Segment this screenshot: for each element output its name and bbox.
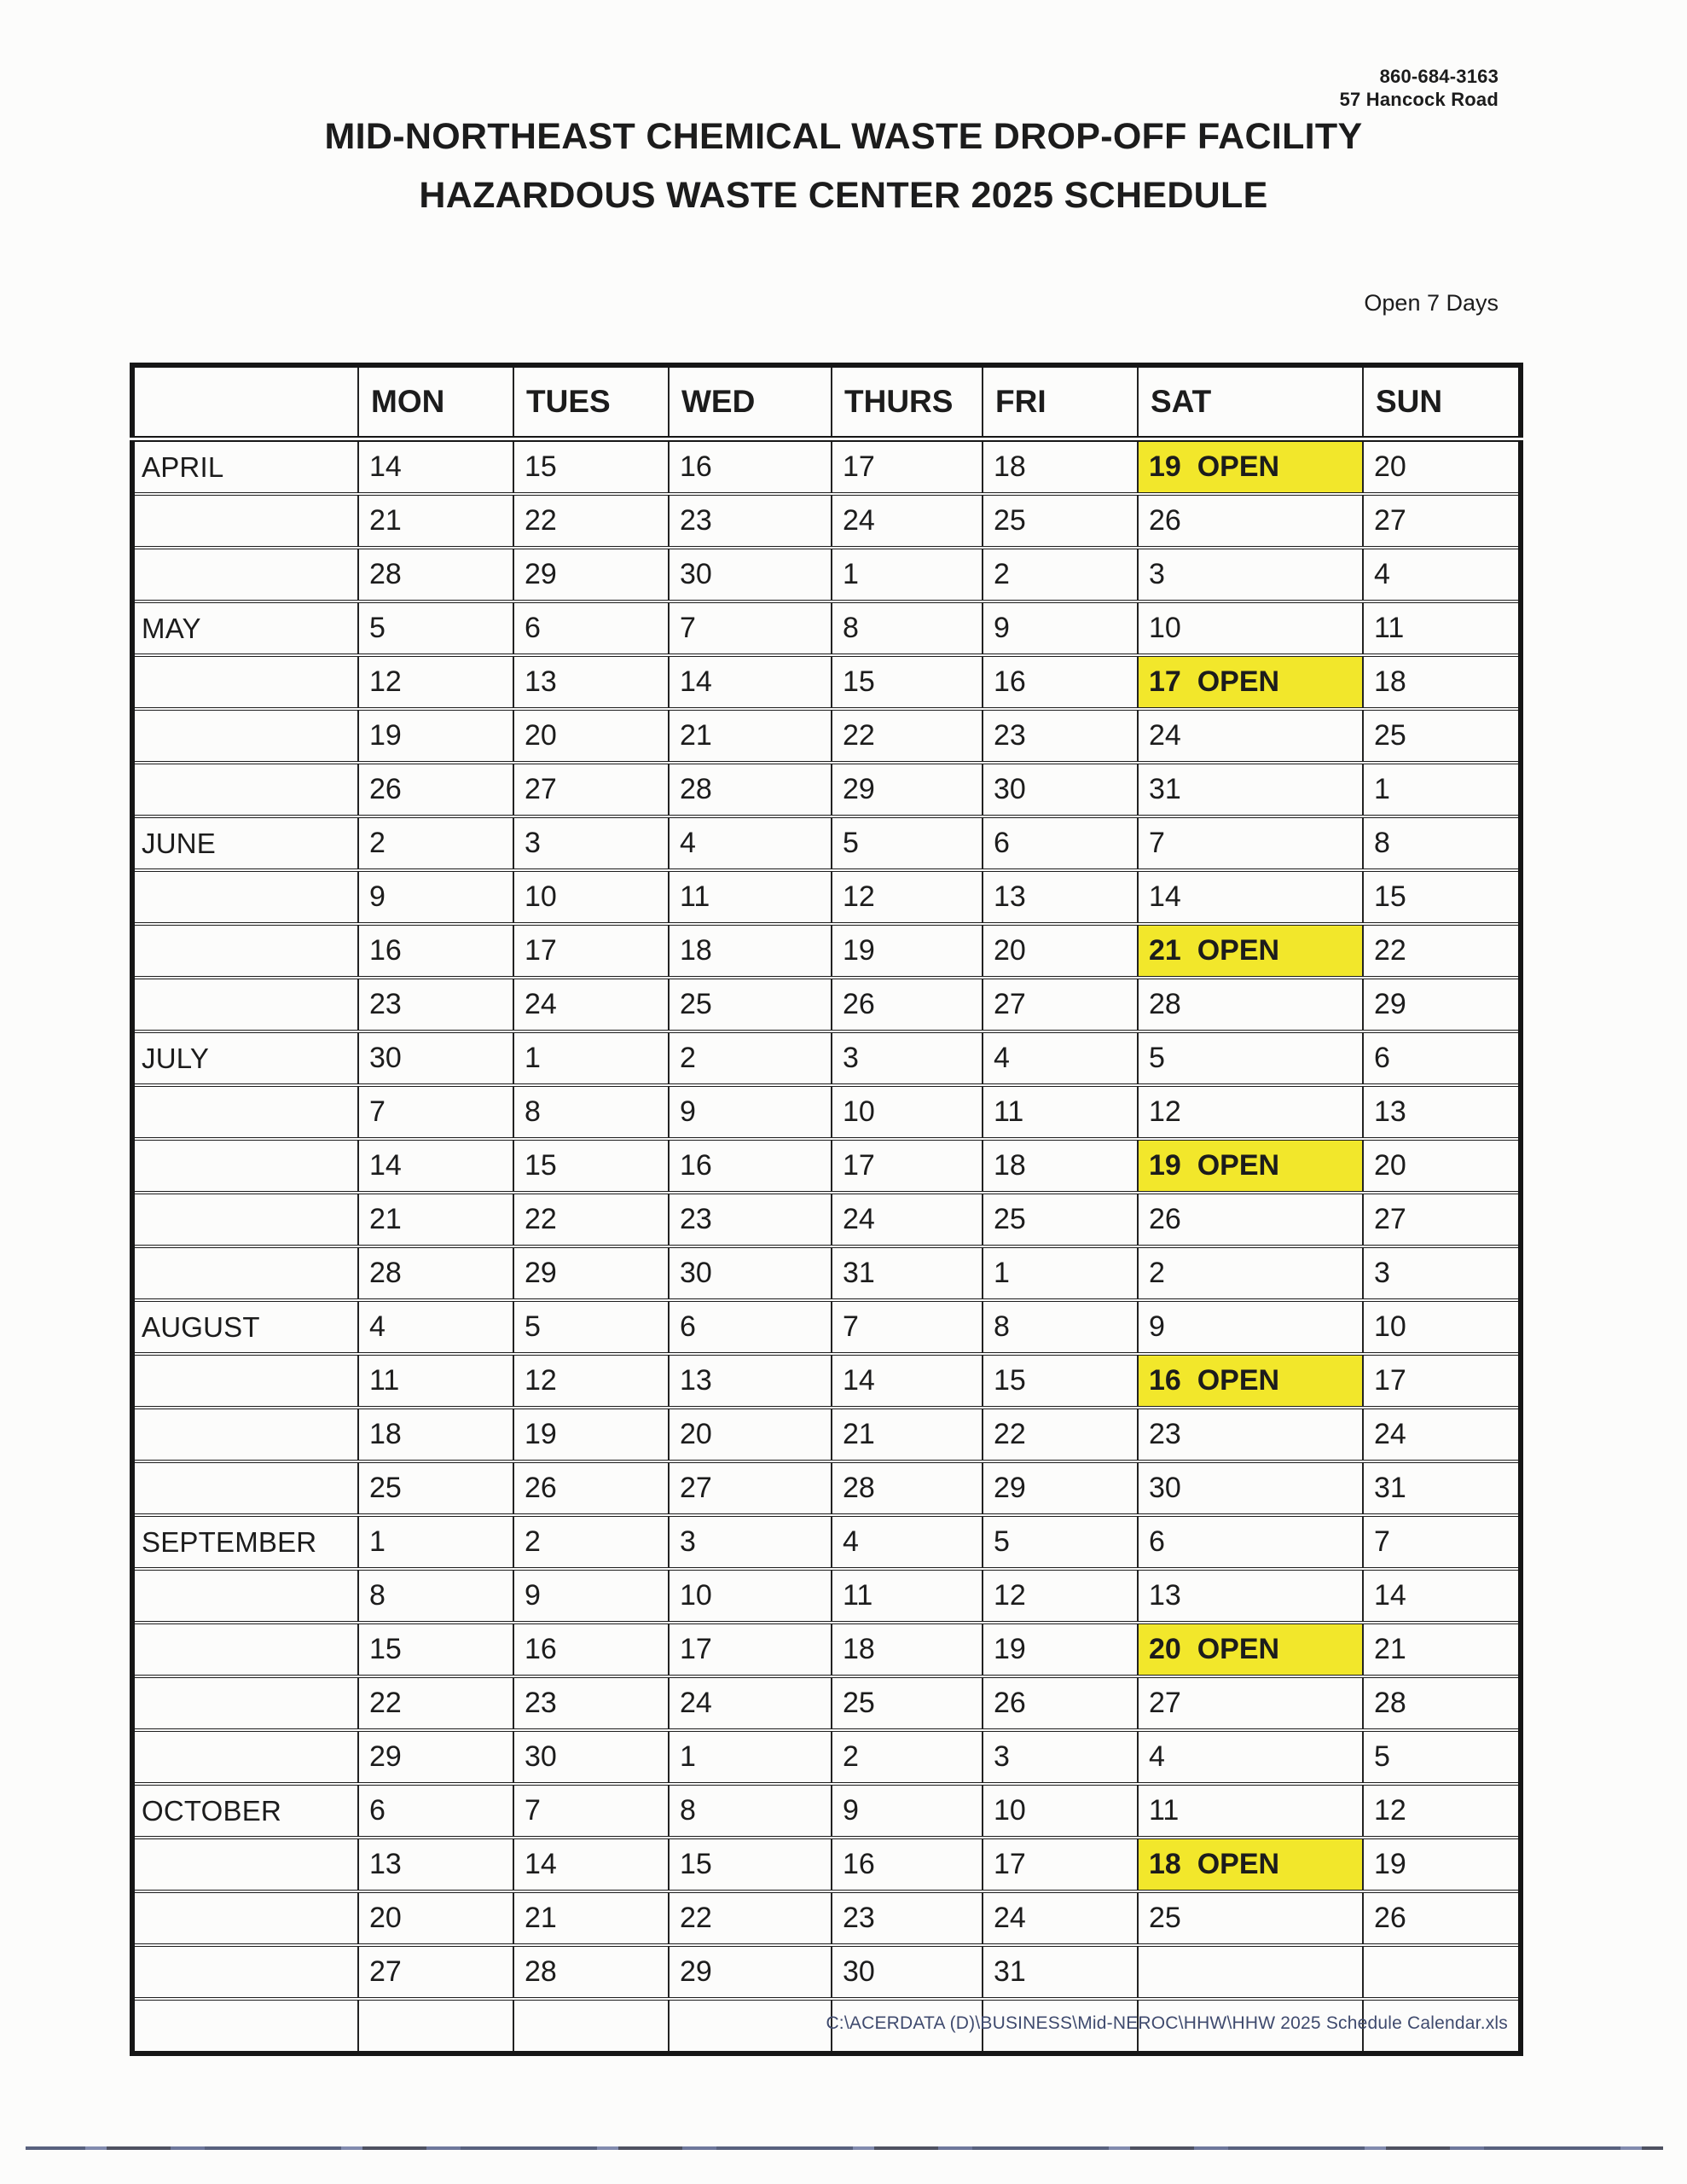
- day-cell: 18: [832, 1623, 983, 1676]
- day-cell: 28: [513, 1945, 669, 1999]
- table-row: [132, 1676, 1521, 1730]
- day-header-cell: THURS: [832, 365, 983, 439]
- day-cell: 23: [983, 709, 1138, 763]
- day-cell: 6: [1138, 1515, 1363, 1569]
- month-cell: [132, 494, 358, 548]
- day-cell: 10: [669, 1569, 832, 1623]
- day-cell: 12: [513, 1354, 669, 1408]
- day-cell: 11: [983, 1085, 1138, 1139]
- day-cell: 20: [669, 1408, 832, 1461]
- table-row: [132, 439, 1521, 495]
- day-cell: 22: [983, 1408, 1138, 1461]
- day-cell: 21: [832, 1408, 983, 1461]
- day-cell: 20: [513, 709, 669, 763]
- day-cell: 29: [513, 548, 669, 601]
- day-cell: 23: [832, 1891, 983, 1945]
- day-cell: 7: [669, 601, 832, 655]
- month-cell: [132, 1623, 358, 1676]
- day-cell: 10: [1138, 601, 1363, 655]
- day-cell: 19: [832, 924, 983, 978]
- day-cell: 3: [832, 1031, 983, 1085]
- day-cell: 29: [983, 1461, 1138, 1515]
- day-cell: 2: [983, 548, 1138, 601]
- month-cell: JUNE: [132, 816, 358, 870]
- day-cell: 26: [358, 763, 513, 816]
- file-path-footer: C:\ACERDATA (D)\BUSINESS\Mid-NEROC\HHW\HHW 2025 Schedule Calendar.xls: [826, 2013, 1508, 2033]
- day-cell: 3: [669, 1515, 832, 1569]
- day-cell: 24: [513, 978, 669, 1031]
- day-cell: 20: [1363, 439, 1521, 495]
- open-day-cell: 20 OPEN: [1138, 1623, 1363, 1676]
- day-cell: 22: [513, 494, 669, 548]
- day-cell: 17: [832, 439, 983, 495]
- day-cell: 24: [1138, 709, 1363, 763]
- day-header-cell: MON: [358, 365, 513, 439]
- day-cell: 16: [358, 924, 513, 978]
- day-cell: 19: [358, 709, 513, 763]
- month-cell: APRIL: [132, 439, 358, 495]
- day-cell: 17: [832, 1139, 983, 1193]
- day-cell: 26: [1363, 1891, 1521, 1945]
- day-cell: 28: [1138, 978, 1363, 1031]
- day-cell: 8: [1363, 816, 1521, 870]
- day-cell: 17: [1363, 1354, 1521, 1408]
- day-cell: 10: [1363, 1300, 1521, 1354]
- day-cell: 16: [669, 439, 832, 495]
- day-cell: 2: [832, 1730, 983, 1784]
- month-cell: [132, 1246, 358, 1300]
- day-cell: 27: [358, 1945, 513, 1999]
- month-cell: [132, 1730, 358, 1784]
- day-cell: 4: [983, 1031, 1138, 1085]
- table-row: [132, 763, 1521, 816]
- day-cell: 1: [1363, 763, 1521, 816]
- table-row: [132, 870, 1521, 924]
- table-row: [132, 816, 1521, 870]
- month-cell: [132, 709, 358, 763]
- day-cell: 9: [669, 1085, 832, 1139]
- table-row: [132, 1408, 1521, 1461]
- month-cell: [132, 1354, 358, 1408]
- day-cell: 12: [832, 870, 983, 924]
- day-cell: 23: [1138, 1408, 1363, 1461]
- month-cell: [132, 1945, 358, 1999]
- day-cell: 31: [832, 1246, 983, 1300]
- day-cell: 28: [358, 548, 513, 601]
- day-cell: 1: [513, 1031, 669, 1085]
- day-cell: 3: [983, 1730, 1138, 1784]
- day-cell: 8: [832, 601, 983, 655]
- day-cell: 20: [983, 924, 1138, 978]
- day-cell: 7: [358, 1085, 513, 1139]
- table-row: [132, 1569, 1521, 1623]
- day-header-cell: SUN: [1363, 365, 1521, 439]
- day-cell: 23: [669, 494, 832, 548]
- day-cell: 14: [358, 439, 513, 495]
- day-cell: 19: [513, 1408, 669, 1461]
- day-cell: 29: [832, 763, 983, 816]
- day-cell: 30: [832, 1945, 983, 1999]
- day-cell: 9: [983, 601, 1138, 655]
- day-cell: 22: [832, 709, 983, 763]
- day-cell: 28: [358, 1246, 513, 1300]
- day-cell: 13: [513, 655, 669, 709]
- day-cell: 11: [832, 1569, 983, 1623]
- day-cell: 4: [358, 1300, 513, 1354]
- table-row: [132, 1085, 1521, 1139]
- day-cell: 15: [1363, 870, 1521, 924]
- month-cell: [132, 763, 358, 816]
- table-row: [132, 978, 1521, 1031]
- day-cell: 16: [832, 1838, 983, 1891]
- day-cell: [1363, 1945, 1521, 1999]
- header-row: [132, 365, 1521, 439]
- day-cell: 12: [1138, 1085, 1363, 1139]
- day-header-cell: FRI: [983, 365, 1138, 439]
- day-header-cell: WED: [669, 365, 832, 439]
- day-cell: 27: [1363, 494, 1521, 548]
- day-cell: 29: [358, 1730, 513, 1784]
- open-day-cell: 19 OPEN: [1138, 439, 1363, 495]
- open-day-cell: 17 OPEN: [1138, 655, 1363, 709]
- table-row: [132, 655, 1521, 709]
- day-cell: 3: [513, 816, 669, 870]
- day-cell: 25: [832, 1676, 983, 1730]
- month-cell: [132, 1569, 358, 1623]
- open-day-cell: 18 OPEN: [1138, 1838, 1363, 1891]
- month-cell: [132, 1193, 358, 1246]
- day-cell: 9: [513, 1569, 669, 1623]
- day-cell: 5: [358, 601, 513, 655]
- day-cell: 6: [669, 1300, 832, 1354]
- day-cell: 15: [832, 655, 983, 709]
- street-address: 57 Hancock Road: [1339, 89, 1499, 110]
- day-cell: 4: [1363, 548, 1521, 601]
- day-cell: 21: [669, 709, 832, 763]
- day-cell: 27: [669, 1461, 832, 1515]
- day-cell: 24: [983, 1891, 1138, 1945]
- day-cell: 25: [1363, 709, 1521, 763]
- day-cell: 1: [358, 1515, 513, 1569]
- month-cell: [132, 1676, 358, 1730]
- day-cell: 27: [1363, 1193, 1521, 1246]
- day-cell: 13: [983, 870, 1138, 924]
- day-cell: 6: [358, 1784, 513, 1838]
- month-cell: [132, 1838, 358, 1891]
- day-cell: 15: [669, 1838, 832, 1891]
- month-cell: [132, 548, 358, 601]
- day-cell: 27: [1138, 1676, 1363, 1730]
- day-cell: 21: [513, 1891, 669, 1945]
- day-cell: 30: [1138, 1461, 1363, 1515]
- day-cell: 22: [669, 1891, 832, 1945]
- table-row: [132, 1139, 1521, 1193]
- day-cell: 4: [1138, 1730, 1363, 1784]
- day-cell: 14: [1363, 1569, 1521, 1623]
- day-cell: 19: [1363, 1838, 1521, 1891]
- day-cell: 22: [513, 1193, 669, 1246]
- day-cell: 7: [513, 1784, 669, 1838]
- day-cell: 28: [1363, 1676, 1521, 1730]
- day-cell: 17: [669, 1623, 832, 1676]
- day-cell: 18: [983, 1139, 1138, 1193]
- day-cell: 8: [669, 1784, 832, 1838]
- day-cell: 26: [832, 978, 983, 1031]
- schedule-table: [130, 363, 1523, 2056]
- month-cell: [132, 1999, 358, 2053]
- day-cell: 3: [1363, 1246, 1521, 1300]
- table-row: [132, 494, 1521, 548]
- day-cell: 21: [1363, 1623, 1521, 1676]
- day-cell: 31: [1138, 763, 1363, 816]
- day-cell: 29: [1363, 978, 1521, 1031]
- contact-info: [1340, 65, 1499, 111]
- title-line-2: HAZARDOUS WASTE CENTER 2025 SCHEDULE: [419, 175, 1268, 216]
- day-cell: 26: [983, 1676, 1138, 1730]
- day-cell: 10: [513, 870, 669, 924]
- day-cell: 29: [513, 1246, 669, 1300]
- table-row: [132, 1945, 1521, 1999]
- day-cell: 7: [1138, 816, 1363, 870]
- month-cell: [132, 1408, 358, 1461]
- phone-number: 860-684-3163: [1379, 66, 1499, 87]
- day-cell: 7: [1363, 1515, 1521, 1569]
- month-cell: [132, 924, 358, 978]
- day-cell: 4: [832, 1515, 983, 1569]
- table-row: [132, 1784, 1521, 1838]
- day-cell: 16: [669, 1139, 832, 1193]
- day-cell: 5: [1138, 1031, 1363, 1085]
- day-cell: 25: [983, 494, 1138, 548]
- table-row: [132, 1300, 1521, 1354]
- day-cell: 12: [1363, 1784, 1521, 1838]
- day-cell: 3: [1138, 548, 1363, 601]
- day-cell: [513, 1999, 669, 2053]
- month-cell: MAY: [132, 601, 358, 655]
- open-days-note: Open 7 Days: [1364, 290, 1499, 316]
- month-cell: SEPTEMBER: [132, 1515, 358, 1569]
- day-cell: 25: [1138, 1891, 1363, 1945]
- day-cell: 16: [983, 655, 1138, 709]
- day-cell: 9: [358, 870, 513, 924]
- day-cell: 1: [983, 1246, 1138, 1300]
- day-cell: [358, 1999, 513, 2053]
- day-cell: 14: [669, 655, 832, 709]
- day-cell: 18: [1363, 655, 1521, 709]
- day-cell: 2: [358, 816, 513, 870]
- day-cell: 30: [669, 548, 832, 601]
- table-row: [132, 601, 1521, 655]
- open-day-cell: 19 OPEN: [1138, 1139, 1363, 1193]
- day-cell: 1: [669, 1730, 832, 1784]
- day-cell: 23: [358, 978, 513, 1031]
- day-header-cell: SAT: [1138, 365, 1363, 439]
- day-cell: [1138, 1945, 1363, 1999]
- day-cell: 15: [513, 439, 669, 495]
- day-cell: 26: [1138, 494, 1363, 548]
- day-cell: 2: [1138, 1246, 1363, 1300]
- day-cell: 15: [358, 1623, 513, 1676]
- table-row: [132, 924, 1521, 978]
- day-cell: 24: [832, 1193, 983, 1246]
- day-cell: 30: [669, 1246, 832, 1300]
- day-cell: 1: [832, 548, 983, 601]
- day-cell: 26: [513, 1461, 669, 1515]
- day-cell: 14: [358, 1139, 513, 1193]
- day-cell: 31: [1363, 1461, 1521, 1515]
- day-cell: [669, 1999, 832, 2053]
- day-cell: 25: [983, 1193, 1138, 1246]
- month-cell: [132, 1891, 358, 1945]
- table-row: [132, 1623, 1521, 1676]
- day-cell: 8: [983, 1300, 1138, 1354]
- table-row: [132, 709, 1521, 763]
- month-cell: [132, 1085, 358, 1139]
- day-cell: 11: [1138, 1784, 1363, 1838]
- month-header-cell: [132, 365, 358, 439]
- day-cell: 5: [1363, 1730, 1521, 1784]
- day-cell: 13: [358, 1838, 513, 1891]
- day-cell: 9: [1138, 1300, 1363, 1354]
- month-cell: JULY: [132, 1031, 358, 1085]
- day-cell: 14: [1138, 870, 1363, 924]
- table-row: [132, 1461, 1521, 1515]
- day-cell: 8: [513, 1085, 669, 1139]
- day-cell: 21: [358, 494, 513, 548]
- table-row: [132, 1515, 1521, 1569]
- day-cell: 24: [669, 1676, 832, 1730]
- table-row: [132, 1838, 1521, 1891]
- day-cell: 23: [513, 1676, 669, 1730]
- table-row: [132, 1031, 1521, 1085]
- scan-artifact-line: [26, 2146, 1663, 2150]
- day-cell: 17: [513, 924, 669, 978]
- day-cell: 20: [358, 1891, 513, 1945]
- day-cell: 4: [669, 816, 832, 870]
- day-cell: 8: [358, 1569, 513, 1623]
- day-cell: 9: [832, 1784, 983, 1838]
- day-cell: 19: [983, 1623, 1138, 1676]
- day-cell: 2: [513, 1515, 669, 1569]
- day-cell: 14: [513, 1838, 669, 1891]
- month-cell: [132, 978, 358, 1031]
- month-cell: [132, 870, 358, 924]
- day-cell: 22: [1363, 924, 1521, 978]
- day-cell: 30: [983, 763, 1138, 816]
- day-header-cell: TUES: [513, 365, 669, 439]
- day-cell: 28: [669, 763, 832, 816]
- day-cell: 11: [669, 870, 832, 924]
- day-cell: 18: [983, 439, 1138, 495]
- day-cell: 15: [983, 1354, 1138, 1408]
- day-cell: 6: [513, 601, 669, 655]
- day-cell: 10: [832, 1085, 983, 1139]
- day-cell: 26: [1138, 1193, 1363, 1246]
- day-cell: 30: [513, 1730, 669, 1784]
- day-cell: 22: [358, 1676, 513, 1730]
- month-cell: [132, 1139, 358, 1193]
- day-cell: 12: [983, 1569, 1138, 1623]
- day-cell: 2: [669, 1031, 832, 1085]
- day-cell: 25: [669, 978, 832, 1031]
- day-cell: 18: [669, 924, 832, 978]
- day-cell: 11: [358, 1354, 513, 1408]
- day-cell: 27: [983, 978, 1138, 1031]
- day-cell: 13: [1363, 1085, 1521, 1139]
- day-cell: 21: [358, 1193, 513, 1246]
- day-cell: 6: [983, 816, 1138, 870]
- day-cell: 17: [983, 1838, 1138, 1891]
- day-cell: 15: [513, 1139, 669, 1193]
- day-cell: 6: [1363, 1031, 1521, 1085]
- day-cell: 28: [832, 1461, 983, 1515]
- table-row: [132, 1246, 1521, 1300]
- day-cell: 10: [983, 1784, 1138, 1838]
- day-cell: 20: [1363, 1139, 1521, 1193]
- table-row: [132, 1891, 1521, 1945]
- open-day-cell: 16 OPEN: [1138, 1354, 1363, 1408]
- day-cell: 16: [513, 1623, 669, 1676]
- day-cell: 5: [832, 816, 983, 870]
- title-line-1: MID-NORTHEAST CHEMICAL WASTE DROP-OFF FACILITY: [324, 116, 1363, 157]
- page-title: [0, 107, 1687, 225]
- day-cell: 29: [669, 1945, 832, 1999]
- day-cell: 24: [1363, 1408, 1521, 1461]
- table-row: [132, 548, 1521, 601]
- table-row: [132, 1193, 1521, 1246]
- table-header: [132, 365, 1521, 439]
- table-row: [132, 1730, 1521, 1784]
- day-cell: 25: [358, 1461, 513, 1515]
- day-cell: 24: [832, 494, 983, 548]
- day-cell: 30: [358, 1031, 513, 1085]
- month-cell: OCTOBER: [132, 1784, 358, 1838]
- month-cell: [132, 1461, 358, 1515]
- day-cell: 31: [983, 1945, 1138, 1999]
- month-cell: [132, 655, 358, 709]
- day-cell: 14: [832, 1354, 983, 1408]
- day-cell: 5: [983, 1515, 1138, 1569]
- day-cell: 13: [1138, 1569, 1363, 1623]
- day-cell: 12: [358, 655, 513, 709]
- open-day-cell: 21 OPEN: [1138, 924, 1363, 978]
- month-cell: AUGUST: [132, 1300, 358, 1354]
- day-cell: 11: [1363, 601, 1521, 655]
- day-cell: 13: [669, 1354, 832, 1408]
- day-cell: 7: [832, 1300, 983, 1354]
- day-cell: 27: [513, 763, 669, 816]
- table-row: [132, 1354, 1521, 1408]
- table-body: [132, 439, 1521, 2054]
- day-cell: 5: [513, 1300, 669, 1354]
- day-cell: 18: [358, 1408, 513, 1461]
- day-cell: 23: [669, 1193, 832, 1246]
